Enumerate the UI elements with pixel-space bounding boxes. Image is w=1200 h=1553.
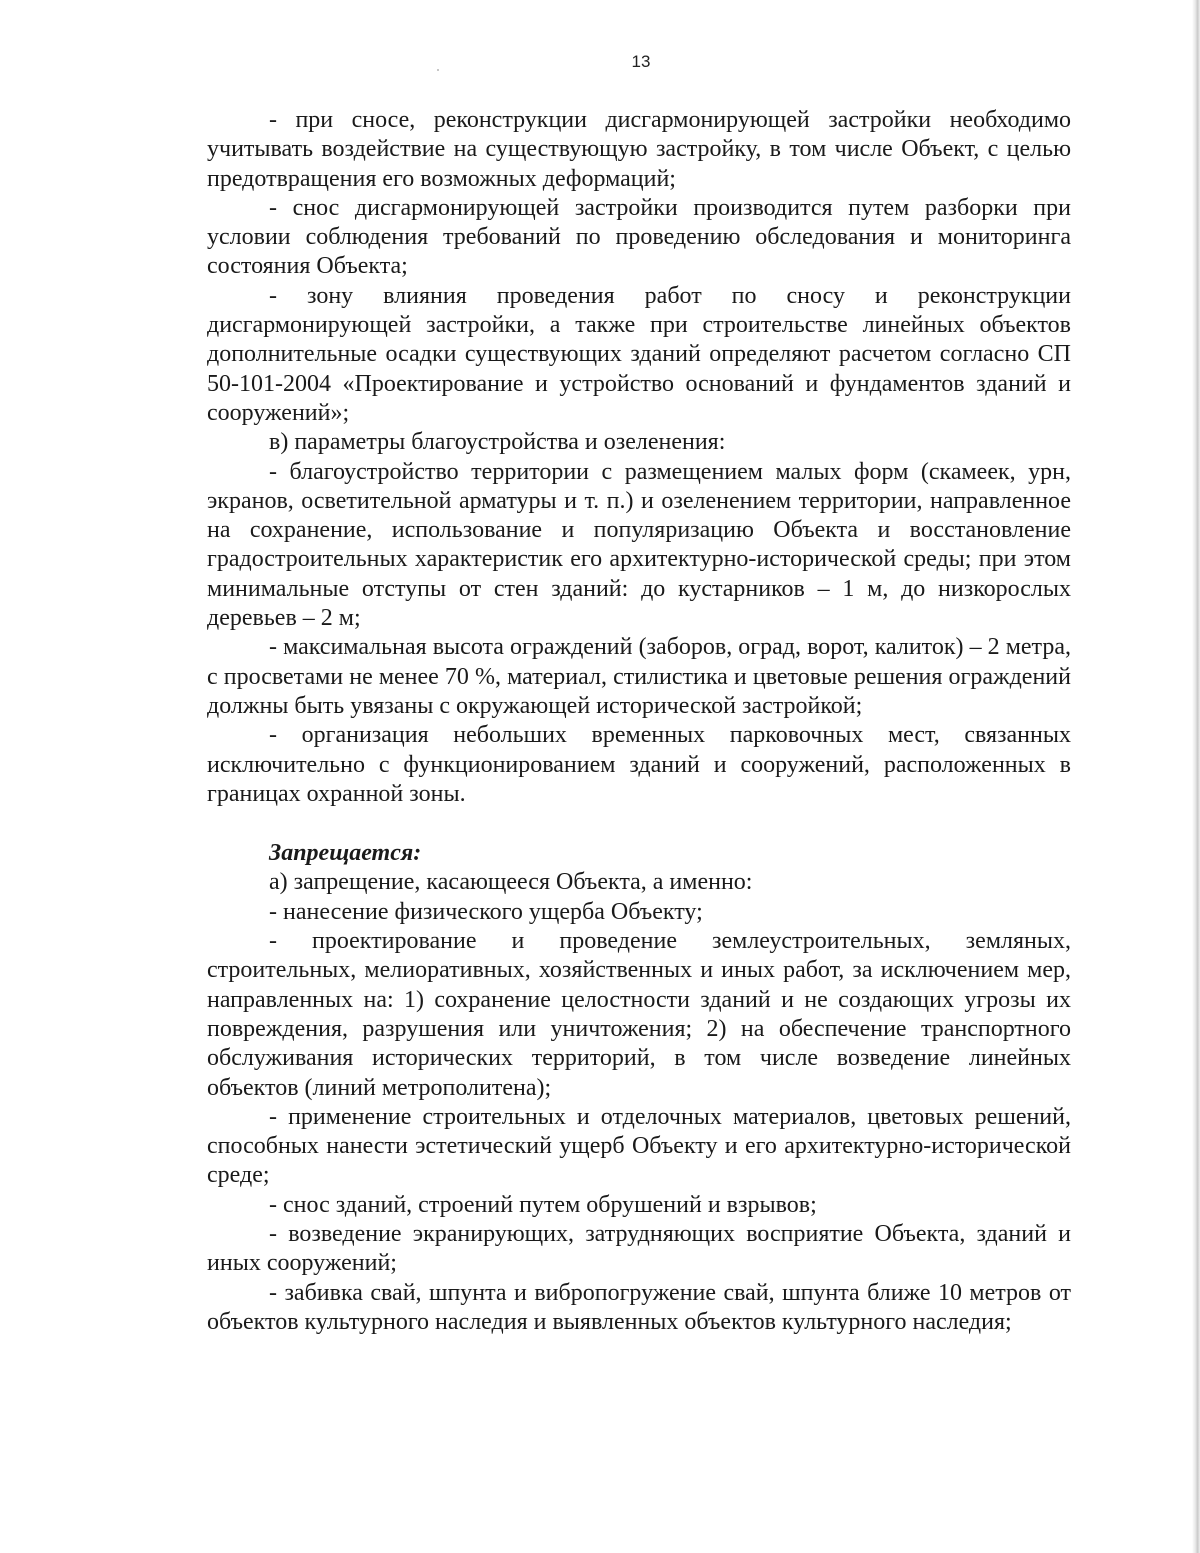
paragraph-physical-damage: - нанесение физического ущерба Объекту;	[269, 898, 703, 925]
paragraph-fences: - максимальная высота ограждений (заборов, оград, ворот, калиток) – 2 метра, с просветами не менее 70 %, материал, стилистика и цветовые решения ограждений должны быть увязаны с окружающей исторической застройкой;	[207, 634, 1071, 719]
scan-speck	[437, 69, 439, 71]
paragraph-prohibition-object: а) запрещение, касающееся Объекта, а именно:	[269, 869, 753, 896]
paragraph-pile-driving: - забивка свай, шпунта и вибропогружение свай, шпунта ближе 10 метров от объектов культурного наследия и выявленных объектов культурного наследия;	[207, 1279, 1071, 1335]
paragraph-landscaping-title: в) параметры благоустройства и озеленения:	[269, 429, 726, 456]
paragraph-materials: - применение строительных и отделочных материалов, цветовых решений, способных нанести эстетический ущерб Объекту и его архитектурно-исторической среде;	[207, 1103, 1071, 1189]
paragraph-demolition-impact: - при сносе, реконструкции дисгармонирующей застройки необходимо учитывать воздействие на существующую застройку, в том числе Объект, с целью предотвращения его возможных деформаций;	[207, 107, 1071, 192]
paragraph-influence-zone: - зону влияния проведения работ по сносу и реконструкции дисгармонирующей застройки, а также при строительстве линейных объектов дополнительные осадки существующих зданий определяют расчетом согласно СП 50-101-2004 «Проектирование и устройство оснований и фундаментов зданий и сооружений»;	[207, 282, 1071, 426]
document-body	[207, 106, 1071, 1337]
paragraph-parking: - организация небольших временных парковочных мест, связанных исключительно с функционированием зданий и сооружений, расположенных в границах охранной зоны.	[207, 722, 1071, 807]
paragraph-landscaping: - благоустройство территории с размещением малых форм (скамеек, урн, экранов, осветительной арматуры и т. п.) и озеленением территории, направленное на сохранение, использование и популяризацию Объекта и восстановление градостроительных характеристик его архитектурно-исторической среды; при этом минимальные отступы от стен зданий: до кустарников – 1 м, до низкорослых деревьев – 2 м;	[207, 458, 1071, 632]
paragraph-screening-buildings: - возведение экранирующих, затрудняющих восприятие Объекта, зданий и иных сооружений;	[207, 1220, 1071, 1277]
page-number: 13	[631, 52, 651, 71]
paragraph-demolition-explosion: - снос зданий, строений путем обрушений и взрывов;	[269, 1191, 817, 1218]
section-heading-prohibited: Запрещается:	[269, 840, 422, 867]
paragraph-design-works: - проектирование и проведение землеустроительных, земляных, строительных, мелиоративных, хозяйственных и иных работ, за исключением мер, направленных на: 1) сохранение целостности зданий и не создающих угрозы их повреждения, разрушения или уничтожения; 2) на обеспечение транспортного обслуживания исторических территорий, в том числе возведение линейных объектов (линий метрополитена);	[207, 928, 1071, 1101]
paragraph-demolition-method: - снос дисгармонирующей застройки производится путем разборки при условии соблюдения требований по проведению обследования и мониторинга состояния Объекта;	[207, 194, 1071, 280]
scan-edge	[1192, 0, 1200, 1553]
